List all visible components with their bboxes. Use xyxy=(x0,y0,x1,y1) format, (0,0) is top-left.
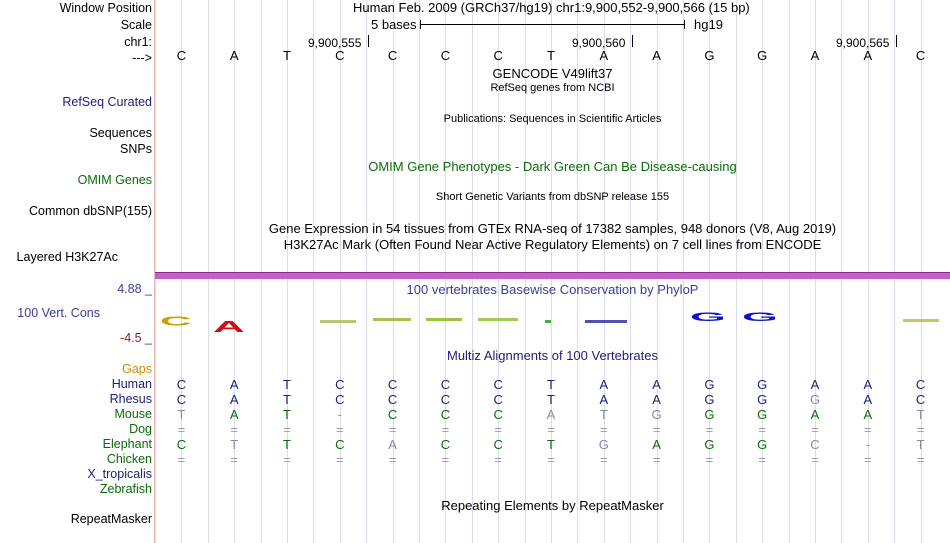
alignment-base-mouse: C xyxy=(440,407,451,422)
alignment-base-dog: = xyxy=(600,422,608,437)
track-label-gaps[interactable]: Gaps xyxy=(122,362,152,376)
logo-letter: A xyxy=(213,320,245,336)
alignment-base-chicken: = xyxy=(811,452,819,467)
alignment-base-chicken: = xyxy=(705,452,714,467)
alignment-base-rhesus: A xyxy=(863,392,873,407)
track-label-vert-cons[interactable]: 100 Vert. Cons xyxy=(17,306,100,320)
track-title-phylop[interactable]: 100 vertebrates Basewise Conservation by PhyloP xyxy=(406,282,699,297)
alignment-base-dog: = xyxy=(336,422,344,437)
reference-base: T xyxy=(283,48,291,63)
alignment-base-human: C xyxy=(176,377,187,392)
phylop-max-label: 4.88 _ xyxy=(117,282,152,296)
alignment-base-dog: = xyxy=(652,422,661,437)
alignment-base-mouse: C xyxy=(493,407,503,422)
alignment-base-chicken: = xyxy=(547,452,555,467)
track-title-dbsnp[interactable]: Short Genetic Variants from dbSNP release 155 xyxy=(435,191,670,203)
species-label-x-tropicalis: X_tropicalis xyxy=(87,467,152,481)
track-title-gencode[interactable]: GENCODE V49lift37 xyxy=(492,66,613,81)
reference-base: A xyxy=(652,48,661,63)
alignment-base-dog: = xyxy=(441,422,450,437)
track-label-omim[interactable]: OMIM Genes xyxy=(77,173,152,187)
alignment-base-dog: = xyxy=(230,422,238,437)
species-label-zebrafish: Zebrafish xyxy=(99,482,152,496)
alignment-base-elephant: C xyxy=(493,437,503,452)
alignment-base-chicken: = xyxy=(388,452,397,467)
alignment-base-elephant: T xyxy=(230,437,239,452)
position-tick-label: 9,900,560 xyxy=(572,36,626,50)
alignment-base-rhesus: G xyxy=(809,392,821,407)
track-title-omim[interactable]: OMIM Gene Phenotypes - Dark Green Can Be Disease-causing xyxy=(368,159,737,174)
position-tick-label: 9,900,565 xyxy=(836,36,890,50)
alignment-base-mouse: T xyxy=(177,407,186,422)
track-label-panel xyxy=(0,0,155,543)
alignment-base-mouse: G xyxy=(704,407,715,422)
alignment-base-human: A xyxy=(229,377,239,392)
alignment-base-mouse: T xyxy=(599,407,608,422)
alignment-base-rhesus: T xyxy=(283,392,291,407)
conservation-mark xyxy=(478,318,518,321)
reference-base: C xyxy=(335,48,345,63)
track-title-repeatmasker[interactable]: Repeating Elements by RepeatMasker xyxy=(441,498,664,513)
alignment-base-human: T xyxy=(283,377,291,392)
alignment-base-elephant: T xyxy=(547,437,555,452)
logo-letter: G xyxy=(742,312,778,322)
alignment-base-rhesus: G xyxy=(704,392,715,407)
alignment-base-mouse: T xyxy=(916,407,925,422)
alignment-base-human: G xyxy=(757,377,768,392)
alignment-base-elephant: T xyxy=(283,437,291,452)
alignment-base-rhesus: T xyxy=(547,392,555,407)
position-tick xyxy=(368,35,369,47)
reference-base: A xyxy=(599,48,609,63)
alignment-base-mouse: G xyxy=(651,407,662,422)
alignment-base-chicken: = xyxy=(283,452,291,467)
alignment-base-human: C xyxy=(387,377,398,392)
scale-label: Scale xyxy=(120,18,152,32)
alignment-base-rhesus: A xyxy=(652,392,661,407)
reference-base: C xyxy=(387,48,398,63)
species-label-chicken: Chicken xyxy=(106,452,152,466)
alignment-base-mouse: A xyxy=(863,407,873,422)
track-title-gtex[interactable]: Gene Expression in 54 tissues from GTEx RNA-seq of 17382 samples, 948 donors (V8, Aug 2019) xyxy=(268,221,837,236)
reference-base: A xyxy=(863,48,873,63)
conservation-mark xyxy=(320,320,356,323)
track-title-multiz[interactable]: Multiz Alignments of 100 Vertebrates xyxy=(446,348,658,363)
alignment-base-mouse: A xyxy=(810,407,820,422)
alignment-base-rhesus: C xyxy=(440,392,451,407)
alignment-base-human: C xyxy=(440,377,451,392)
alignment-base-chicken: = xyxy=(494,452,502,467)
window-position-label: Window Position xyxy=(59,1,152,15)
alignment-base-rhesus: C xyxy=(176,392,187,407)
logo-letter: C xyxy=(160,315,192,327)
alignment-base-dog: = xyxy=(758,422,766,437)
alignment-base-chicken: = xyxy=(230,452,238,467)
alignment-base-chicken: = xyxy=(864,452,872,467)
alignment-base-dog: = xyxy=(811,422,819,437)
scale-assembly-text: hg19 xyxy=(694,17,723,32)
alignment-base-dog: = xyxy=(388,422,397,437)
track-label-refseq[interactable]: RefSeq Curated xyxy=(62,95,152,109)
alignment-base-elephant: A xyxy=(388,437,397,452)
scale-bar xyxy=(420,24,684,25)
alignment-base-chicken: = xyxy=(600,452,608,467)
alignment-base-chicken: = xyxy=(652,452,661,467)
conservation-mark xyxy=(426,318,462,321)
alignment-base-chicken: = xyxy=(336,452,344,467)
h3k27ac-signal-bar xyxy=(155,273,950,279)
alignment-base-human: A xyxy=(863,377,873,392)
chr-label: chr1: xyxy=(124,35,152,49)
reference-base: A xyxy=(229,48,239,63)
track-title-publications[interactable]: Publications: Sequences in Scientific Articles xyxy=(443,113,662,125)
alignment-base-elephant: C xyxy=(176,437,187,452)
alignment-base-mouse: G xyxy=(757,407,768,422)
conservation-mark xyxy=(545,320,551,323)
alignment-base-chicken: = xyxy=(177,452,186,467)
alignment-base-dog: = xyxy=(494,422,502,437)
alignment-base-dog: = xyxy=(177,422,186,437)
alignment-base-mouse: C xyxy=(387,407,398,422)
reference-base: G xyxy=(704,48,715,63)
alignment-base-rhesus: A xyxy=(599,392,609,407)
alignment-base-elephant: G xyxy=(598,437,609,452)
alignment-base-rhesus: G xyxy=(757,392,768,407)
alignment-base-dog: = xyxy=(705,422,714,437)
track-title-refseq[interactable]: RefSeq genes from NCBI xyxy=(490,82,615,94)
species-label-rhesus: Rhesus xyxy=(109,392,152,406)
reference-base: C xyxy=(440,48,451,63)
alignment-base-elephant: A xyxy=(652,437,661,452)
alignment-base-chicken: = xyxy=(758,452,766,467)
track-label-dbsnp[interactable]: Common dbSNP(155) xyxy=(29,204,152,218)
alignment-base-dog: = xyxy=(916,422,925,437)
assembly-position-text: Human Feb. 2009 (GRCh37/hg19) chr1:9,900,552-9,900,566 (15 bp) xyxy=(353,0,750,15)
reference-base: T xyxy=(547,48,555,63)
position-tick xyxy=(896,35,897,47)
reference-base: G xyxy=(757,48,768,63)
alignment-base-human: C xyxy=(493,377,503,392)
alignment-base-elephant: T xyxy=(916,437,925,452)
logo-letter: G xyxy=(690,312,726,322)
alignment-base-elephant: G xyxy=(757,437,768,452)
alignment-base-mouse: A xyxy=(546,407,556,422)
alignment-base-rhesus: C xyxy=(915,392,926,407)
alignment-base-elephant: C xyxy=(335,437,345,452)
conservation-mark xyxy=(585,320,627,323)
phylop-min-label: -4.5 _ xyxy=(120,331,152,345)
alignment-base-human: C xyxy=(335,377,345,392)
position-tick xyxy=(632,35,633,47)
species-label-dog: Dog xyxy=(129,422,152,436)
alignment-base-human: A xyxy=(599,377,609,392)
alignment-base-human: G xyxy=(704,377,715,392)
species-label-mouse: Mouse xyxy=(114,407,152,421)
alignment-base-human: T xyxy=(547,377,555,392)
alignment-base-chicken: = xyxy=(441,452,450,467)
reference-base: C xyxy=(493,48,503,63)
track-title-h3k27ac[interactable]: H3K27Ac Mark (Often Found Near Active Regulatory Elements) on 7 cell lines from ENCODE xyxy=(283,237,822,252)
track-label-sequences[interactable]: Sequences xyxy=(89,126,152,140)
strand-label: ---> xyxy=(132,51,152,65)
alignment-base-human: C xyxy=(915,377,926,392)
alignment-base-mouse: - xyxy=(337,407,342,422)
alignment-base-rhesus: C xyxy=(335,392,345,407)
alignment-base-mouse: A xyxy=(229,407,239,422)
species-label-elephant: Elephant xyxy=(102,437,152,451)
alignment-base-elephant: C xyxy=(440,437,451,452)
alignment-base-dog: = xyxy=(547,422,555,437)
alignment-base-elephant: - xyxy=(865,437,870,452)
reference-base: C xyxy=(176,48,187,63)
position-tick-label: 9,900,555 xyxy=(308,36,362,50)
reference-base: A xyxy=(810,48,820,63)
scale-bar-right-end xyxy=(684,20,685,29)
track-label-h3k27ac[interactable]: Layered H3K27Ac xyxy=(16,250,118,264)
alignment-base-mouse: T xyxy=(283,407,291,422)
alignment-base-chicken: = xyxy=(916,452,925,467)
alignment-base-elephant: G xyxy=(704,437,715,452)
scale-bases-text: 5 bases xyxy=(371,17,417,32)
alignment-base-dog: = xyxy=(864,422,872,437)
track-label-repeatmasker[interactable]: RepeatMasker xyxy=(70,512,152,526)
conservation-mark xyxy=(373,318,411,321)
alignment-base-rhesus: C xyxy=(493,392,503,407)
alignment-base-human: A xyxy=(810,377,820,392)
reference-base: C xyxy=(915,48,926,63)
alignment-base-elephant: C xyxy=(810,437,820,452)
track-label-snps[interactable]: SNPs xyxy=(120,142,152,156)
alignment-base-rhesus: C xyxy=(387,392,398,407)
conservation-mark xyxy=(903,319,939,322)
alignment-base-human: A xyxy=(652,377,661,392)
alignment-base-dog: = xyxy=(283,422,291,437)
species-label-human: Human xyxy=(111,377,152,391)
alignment-base-rhesus: A xyxy=(229,392,239,407)
